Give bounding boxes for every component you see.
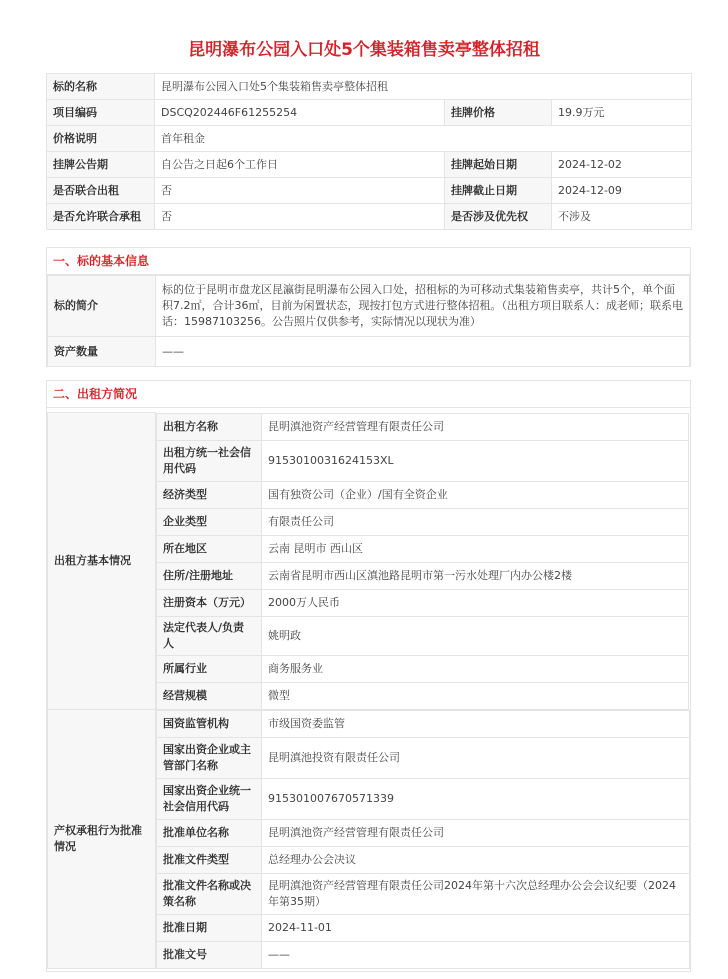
field-value: 市级国资委监管 bbox=[262, 710, 690, 737]
row-label: 是否允许联合承租 bbox=[47, 204, 155, 230]
field-label: 国家出资企业统一社会信用代码 bbox=[157, 778, 262, 819]
table-row bbox=[157, 873, 690, 914]
intro-label: 标的简介 bbox=[48, 276, 156, 337]
field-value: 昆明滇池资产经营管理有限责任公司 bbox=[262, 819, 690, 846]
table-row bbox=[157, 710, 690, 737]
section-basic-info bbox=[46, 247, 691, 367]
table-row bbox=[47, 74, 692, 100]
field-label: 出租方名称 bbox=[157, 413, 262, 440]
field-label: 经济类型 bbox=[157, 481, 262, 508]
field-label: 国家出资企业或主管部门名称 bbox=[157, 737, 262, 778]
lessor-table bbox=[47, 412, 690, 969]
table-row bbox=[157, 481, 689, 508]
lessor-basic-table bbox=[156, 413, 689, 710]
group-label: 产权承租行为批准情况 bbox=[48, 710, 156, 969]
table-row bbox=[157, 914, 690, 941]
field-value: 商务服务业 bbox=[262, 655, 689, 682]
section-heading: 一、标的基本信息 bbox=[47, 248, 690, 275]
row-label: 挂牌公告期 bbox=[47, 152, 155, 178]
field-label: 出租方统一社会信用代码 bbox=[157, 440, 262, 481]
table-row bbox=[157, 535, 689, 562]
row-value: 不涉及 bbox=[552, 204, 692, 230]
field-value: 云南 昆明市 西山区 bbox=[262, 535, 689, 562]
table-row bbox=[157, 941, 690, 968]
field-value: 有限责任公司 bbox=[262, 508, 689, 535]
field-value: 昆明滇池资产经营管理有限责任公司 bbox=[262, 413, 689, 440]
row-label: 项目编码 bbox=[47, 100, 155, 126]
row-value: 昆明瀑布公园入口处5个集装箱售卖亭整体招租 bbox=[155, 74, 692, 100]
section-lessor bbox=[46, 380, 691, 972]
row-value: 自公告之日起6个工作日 bbox=[155, 152, 445, 178]
field-value: 2024-11-01 bbox=[262, 914, 690, 941]
table-row bbox=[157, 508, 689, 535]
table-row bbox=[157, 589, 689, 616]
field-value: 2000万人民币 bbox=[262, 589, 689, 616]
table-row bbox=[47, 204, 692, 230]
table-row bbox=[47, 152, 692, 178]
table-row bbox=[157, 778, 690, 819]
row-value: 2024-12-09 bbox=[552, 178, 692, 204]
field-label: 经营规模 bbox=[157, 682, 262, 709]
row-value: 否 bbox=[155, 204, 445, 230]
basic-info-table bbox=[47, 275, 690, 367]
field-label: 所属行业 bbox=[157, 655, 262, 682]
table-row bbox=[47, 178, 692, 204]
table-row bbox=[157, 846, 690, 873]
row-value: 19.9万元 bbox=[552, 100, 692, 126]
field-label: 注册资本（万元） bbox=[157, 589, 262, 616]
field-value: 姚明政 bbox=[262, 616, 689, 655]
row-value: 2024-12-02 bbox=[552, 152, 692, 178]
field-label: 所在地区 bbox=[157, 535, 262, 562]
field-label: 企业类型 bbox=[157, 508, 262, 535]
table-row bbox=[157, 413, 689, 440]
field-label: 批准文号 bbox=[157, 941, 262, 968]
field-label: 国资监管机构 bbox=[157, 710, 262, 737]
table-row bbox=[157, 616, 689, 655]
section-heading: 二、出租方简况 bbox=[47, 381, 690, 408]
field-label: 批准文件类型 bbox=[157, 846, 262, 873]
field-value: 总经理办公会决议 bbox=[262, 846, 690, 873]
field-label: 法定代表人/负责人 bbox=[157, 616, 262, 655]
table-row bbox=[157, 737, 690, 778]
field-value: 9153010031624153XL bbox=[262, 440, 689, 481]
field-label: 批准日期 bbox=[157, 914, 262, 941]
table-row bbox=[47, 100, 692, 126]
row-value: DSCQ202446F61255254 bbox=[155, 100, 445, 126]
field-label: 批准单位名称 bbox=[157, 819, 262, 846]
table-row bbox=[157, 562, 689, 589]
row-label: 标的名称 bbox=[47, 74, 155, 100]
table-row bbox=[157, 819, 690, 846]
table-row bbox=[157, 440, 689, 481]
page-title: 昆明瀑布公园入口处5个集装箱售卖亭整体招租 bbox=[188, 40, 540, 60]
field-value: —— bbox=[262, 941, 690, 968]
group-label: 出租方基本情况 bbox=[48, 413, 156, 710]
table-row bbox=[157, 682, 689, 709]
row-label: 挂牌价格 bbox=[445, 100, 552, 126]
table-row bbox=[48, 276, 690, 337]
table-row bbox=[48, 337, 690, 367]
row-value: 否 bbox=[155, 178, 445, 204]
field-value: 微型 bbox=[262, 682, 689, 709]
field-value: 国有独资公司（企业）/国有全资企业 bbox=[262, 481, 689, 508]
row-label: 价格说明 bbox=[47, 126, 155, 152]
field-value: 昆明滇池资产经营管理有限责任公司2024年第十六次总经理办公会会议纪要（2024年第35期） bbox=[262, 873, 690, 914]
quantity-label: 资产数量 bbox=[48, 337, 156, 367]
field-value: 云南省昆明市西山区滇池路昆明市第一污水处理厂内办公楼2楼 bbox=[262, 562, 689, 589]
row-label: 是否涉及优先权 bbox=[445, 204, 552, 230]
table-row bbox=[48, 710, 690, 969]
table-row bbox=[48, 413, 690, 710]
table-row bbox=[157, 655, 689, 682]
field-value: 昆明滇池投资有限责任公司 bbox=[262, 737, 690, 778]
row-label: 是否联合出租 bbox=[47, 178, 155, 204]
row-value: 首年租金 bbox=[155, 126, 692, 152]
field-value: 915301007670571339 bbox=[262, 778, 690, 819]
row-label: 挂牌起始日期 bbox=[445, 152, 552, 178]
approval-table bbox=[156, 710, 690, 969]
field-label: 批准文件名称或决策名称 bbox=[157, 873, 262, 914]
field-label: 住所/注册地址 bbox=[157, 562, 262, 589]
table-row bbox=[47, 126, 692, 152]
quantity-value: —— bbox=[156, 337, 690, 367]
intro-text: 标的位于昆明市盘龙区昆瀛街昆明瀑布公园入口处，招租标的为可移动式集装箱售卖亭，共计5个，单个面积7.2㎡，合计36㎡，目前为闲置状态，现按打包方式进行整体招租。（出租方项目联系人：成老师；联系电话：15987103256。公告照片仅供参考，实际情况以现状为准） bbox=[156, 276, 690, 337]
row-label: 挂牌截止日期 bbox=[445, 178, 552, 204]
summary-table bbox=[46, 73, 692, 230]
